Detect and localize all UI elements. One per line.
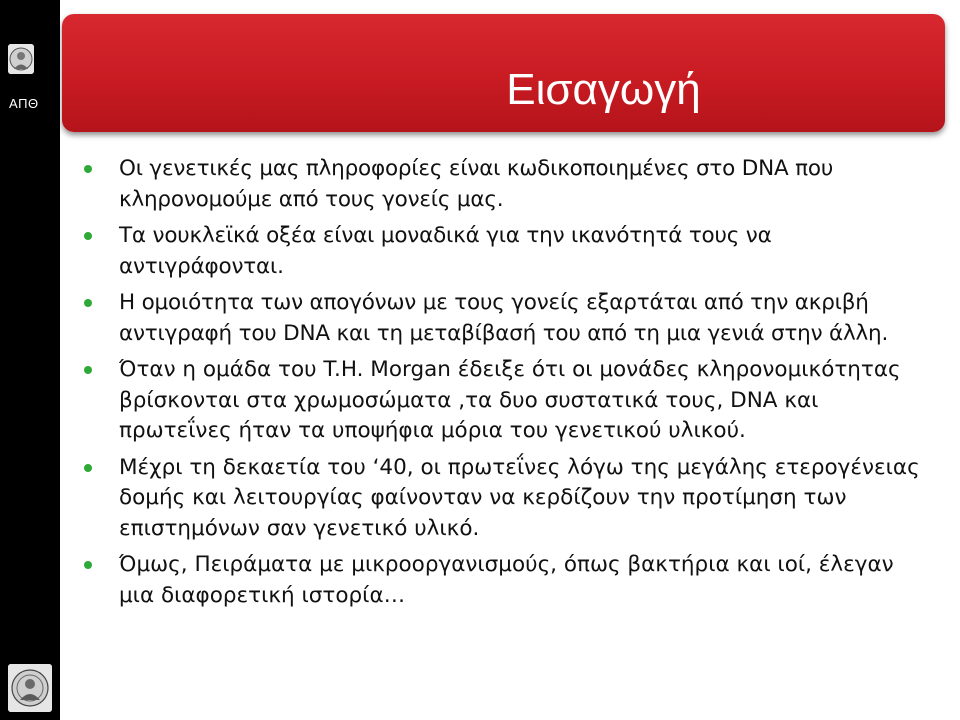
sidebar — [0, 0, 60, 720]
bullet-text: Μέχρι τη δεκαετία του ‘40, οι πρωτεΐνες λόγω της μεγάλης ετερογένειας δομής και λειτουργίας φαίνονταν να κερδίζουν την προτίμηση των επιστημόνων σαν γενετικό υλικό. — [119, 454, 920, 541]
bullet-item — [84, 355, 924, 447]
bullet-list — [84, 154, 924, 617]
bullet-text: Η ομοιότητα των απογόνων με τους γονείς εξαρτάται από την ακριβή αντιγραφή του DNA και τη μεταβίβασή του από τη μια γενιά στην άλλη. — [119, 290, 889, 346]
university-emblem-icon — [8, 664, 52, 712]
bullet-text: Όταν η ομάδα του T.H. Morgan έδειξε ότι οι μονάδες κληρονομικότητας βρίσκονται στα χρωμοσώματα ,τα δυο συστατικά τους, DNA και πρωτεΐνες ήταν τα υποψήφια μόρια του γενετικού υλικού. — [119, 357, 901, 443]
logo-caption: ΑΠΘ — [9, 96, 39, 111]
bullet-text: Όμως, Πειράματα με μικροοργανισμούς, όπως βακτήρια και ιοί, έλεγαν μια διαφορετική ιστορία… — [119, 552, 894, 608]
university-seal-icon — [8, 44, 34, 74]
bullet-text: Τα νουκλεϊκά οξέα είναι μοναδικά για την ικανότητά τους να αντιγράφονται. — [119, 223, 772, 279]
bullet-item — [84, 550, 924, 611]
bullet-dot-icon — [84, 299, 92, 307]
bullet-dot-icon — [84, 464, 92, 472]
bullet-item — [84, 453, 924, 545]
slide-title: Εισαγωγή — [506, 65, 701, 114]
bullet-item — [84, 221, 924, 282]
bullet-item — [84, 288, 924, 349]
bullet-dot-icon — [84, 165, 92, 173]
title-banner — [62, 14, 945, 132]
bullet-dot-icon — [84, 366, 92, 374]
bullet-dot-icon — [84, 561, 92, 569]
bullet-dot-icon — [84, 232, 92, 240]
bullet-item — [84, 154, 924, 215]
bullet-text: Οι γενετικές μας πληροφορίες είναι κωδικοποιημένες στο DNA που κληρονομούμε από τους γονείς μας. — [119, 156, 834, 212]
